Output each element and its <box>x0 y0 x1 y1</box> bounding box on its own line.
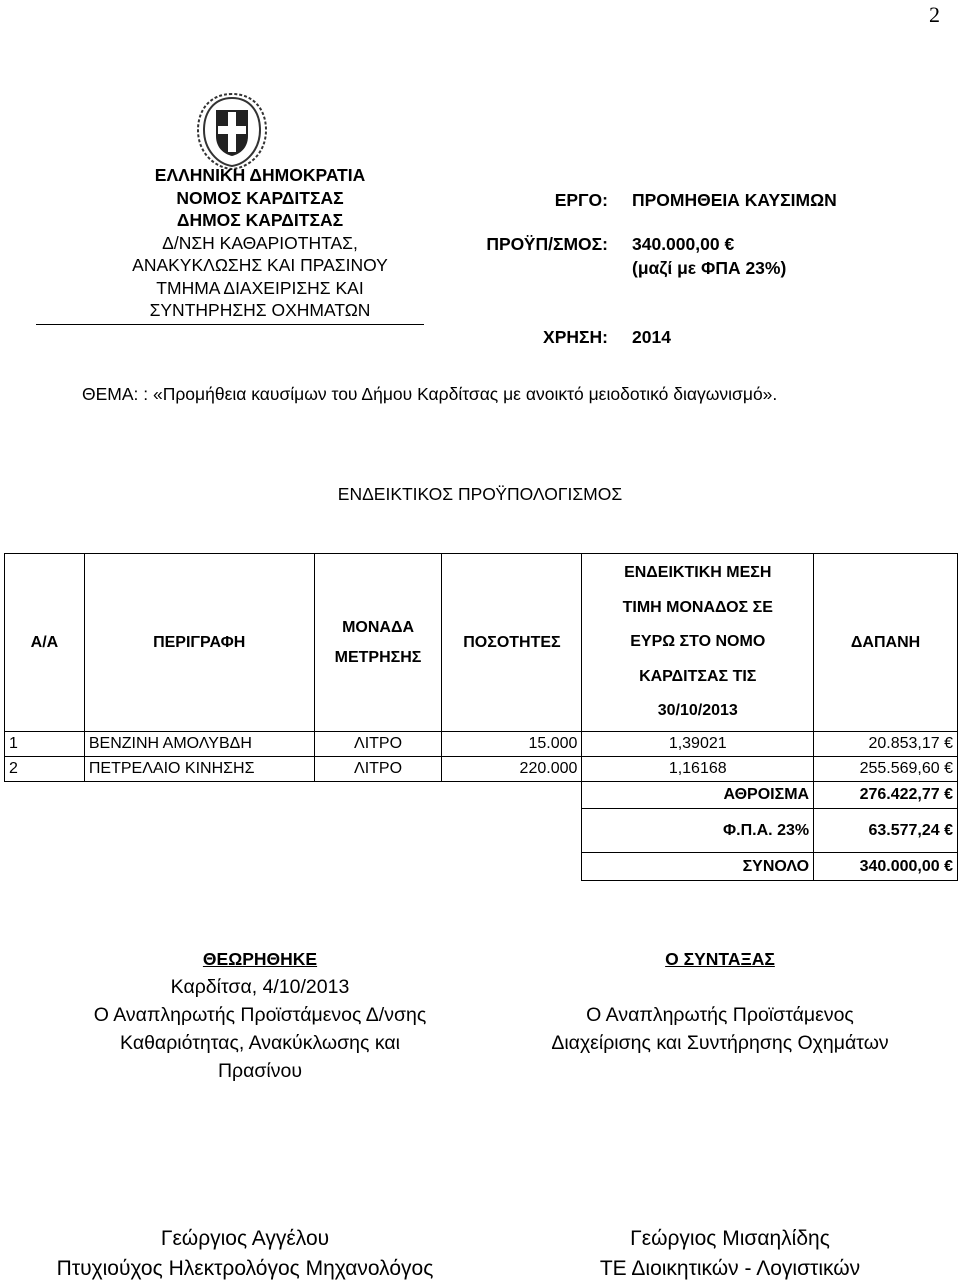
approval-line: Καθαριότητας, Ανακύκλωσης και <box>120 1032 400 1054</box>
section-title: ΕΝΔΕΙΚΤΙΚΟΣ ΠΡΟΫΠΟΛΟΓΙΣΜΟΣ <box>337 484 623 504</box>
author-block <box>490 945 950 1057</box>
cell-description: ΒΕΝΖΙΝΗ ΑΜΟΛΥΒΔΗ <box>84 732 314 757</box>
project-value: ΠΡΟΜΗΘΕΙΑ ΚΑΥΣΙΜΩΝ <box>632 190 837 210</box>
total-row <box>5 853 958 881</box>
cell-no: 2 <box>5 757 85 782</box>
table-row <box>5 732 958 757</box>
cell-unit: ΛΙΤΡΟ <box>314 732 442 757</box>
left-signer-name: Γεώργιος Αγγέλου <box>160 1227 330 1250</box>
col-header-price-line: ΕΝΔΕΙΚΤΙΚΗ ΜΕΣΗ <box>624 564 772 582</box>
col-header-quantity: ΠΟΣΟΤΗΤΕΣ <box>442 554 582 732</box>
total-label: ΣΥΝΟΛΟ <box>582 853 814 881</box>
year-label: ΧΡΗΣΗ: <box>543 327 608 347</box>
budget-note: (μαζί με ΦΠΑ 23%) <box>632 258 787 278</box>
issuer-line: ΣΥΝΤΗΡΗΣΗΣ ΟΧΗΜΑΤΩΝ <box>149 300 371 320</box>
issuer-line: ΔΗΜΟΣ ΚΑΡΔΙΤΣΑΣ <box>176 210 344 230</box>
cell-price: 1,16168 <box>582 757 814 782</box>
cell-description: ΠΕΤΡΕΛΑΙΟ ΚΙΝΗΣΗΣ <box>84 757 314 782</box>
left-signer <box>0 1224 490 1284</box>
total-value: 340.000,00 € <box>814 853 958 881</box>
approval-line: Καρδίτσα, 4/10/2013 <box>170 976 350 998</box>
cell-cost: 255.569,60 € <box>814 757 958 782</box>
table-row <box>5 757 958 782</box>
header-divider <box>36 324 424 325</box>
author-title: Ο ΣΥΝΤΑΞΑΣ <box>665 949 775 969</box>
cell-price: 1,39021 <box>582 732 814 757</box>
col-header-unit-price <box>582 554 814 732</box>
issuer-line: ΝΟΜΟΣ ΚΑΡΔΙΤΣΑΣ <box>176 187 344 208</box>
page-number: 2 <box>929 2 940 27</box>
col-header-price-line: ΤΙΜΗ ΜΟΝΑΔΟΣ ΣΕ <box>622 598 773 616</box>
cell-cost: 20.853,17 € <box>814 732 958 757</box>
cell-no: 1 <box>5 732 85 757</box>
col-header-unit-line: ΜΟΝΑΔΑ <box>342 618 414 636</box>
right-signer-role: ΤΕ Διοικητικών - Λογιστικών <box>599 1257 861 1280</box>
col-header-unit <box>314 554 442 732</box>
issuer-line: Δ/ΝΣΗ ΚΑΘΑΡΙΟΤΗΤΑΣ, <box>162 232 358 253</box>
budget-label: ΠΡΟΫΠ/ΣΜΟΣ: <box>486 234 608 254</box>
budget-value: 340.000,00 € <box>632 234 735 254</box>
col-header-price-line: ΚΑΡΔΙΤΣΑΣ ΤΙΣ <box>639 667 757 685</box>
cell-quantity: 15.000 <box>442 732 582 757</box>
sum-row <box>5 782 958 809</box>
issuer-line: ΕΛΛΗΝΙΚΗ ΔΗΜΟΚΡΑΤΙΑ <box>154 165 366 185</box>
vat-row <box>5 809 958 853</box>
year-value: 2014 <box>632 327 671 347</box>
author-line: Ο Αναπληρωτής Προϊστάμενος <box>586 1004 854 1026</box>
col-header-description: ΠΕΡΙΓΡΑΦΗ <box>84 554 314 732</box>
issuer-line: ΤΜΗΜΑ ΔΙΑΧΕΙΡΙΣΗΣ ΚΑΙ <box>156 277 364 298</box>
approval-title: ΘΕΩΡΗΘΗΚΕ <box>202 949 318 969</box>
greek-emblem-icon <box>196 92 268 170</box>
approval-block <box>20 945 500 1085</box>
col-header-price-line: 30/10/2013 <box>657 702 738 720</box>
sum-label: ΑΘΡΟΙΣΜΑ <box>582 782 814 809</box>
project-label: ΕΡΓΟ: <box>554 190 608 210</box>
col-header-no: Α/Α <box>5 554 85 732</box>
left-signer-role: Πτυχιούχος Ηλεκτρολόγος Μηχανολόγος <box>56 1257 434 1280</box>
col-header-unit-line: ΜΕΤΡΗΣΗΣ <box>334 648 422 666</box>
cell-quantity: 220.000 <box>442 757 582 782</box>
sum-value: 276.422,77 € <box>814 782 958 809</box>
cell-unit: ΛΙΤΡΟ <box>314 757 442 782</box>
approval-line: Ο Αναπληρωτής Προϊστάμενος Δ/νσης <box>93 1004 427 1026</box>
issuer-line: ΑΝΑΚΥΚΛΩΣΗΣ ΚΑΙ ΠΡΑΣΙΝΟΥ <box>132 255 388 275</box>
col-header-price-line: ΕΥΡΩ ΣΤΟ ΝΟΜΟ <box>630 633 766 651</box>
right-signer-name: Γεώργιος Μισαηλίδης <box>630 1227 830 1250</box>
subject-line: ΘΕΜΑ: : «Προμήθεια καυσίμων του Δήμου Καρδίτσας με ανοικτό μειοδοτικό διαγωνισμό». <box>82 384 778 404</box>
right-signer <box>500 1224 960 1284</box>
issuer-block <box>80 164 440 322</box>
vat-label: Φ.Π.Α. 23% <box>582 809 814 853</box>
budget-table <box>4 553 958 881</box>
author-line: Διαχείρισης και Συντήρησης Οχημάτων <box>551 1032 889 1054</box>
col-header-cost: ΔΑΠΑΝΗ <box>814 554 958 732</box>
approval-line: Πρασίνου <box>217 1060 303 1082</box>
vat-value: 63.577,24 € <box>814 809 958 853</box>
